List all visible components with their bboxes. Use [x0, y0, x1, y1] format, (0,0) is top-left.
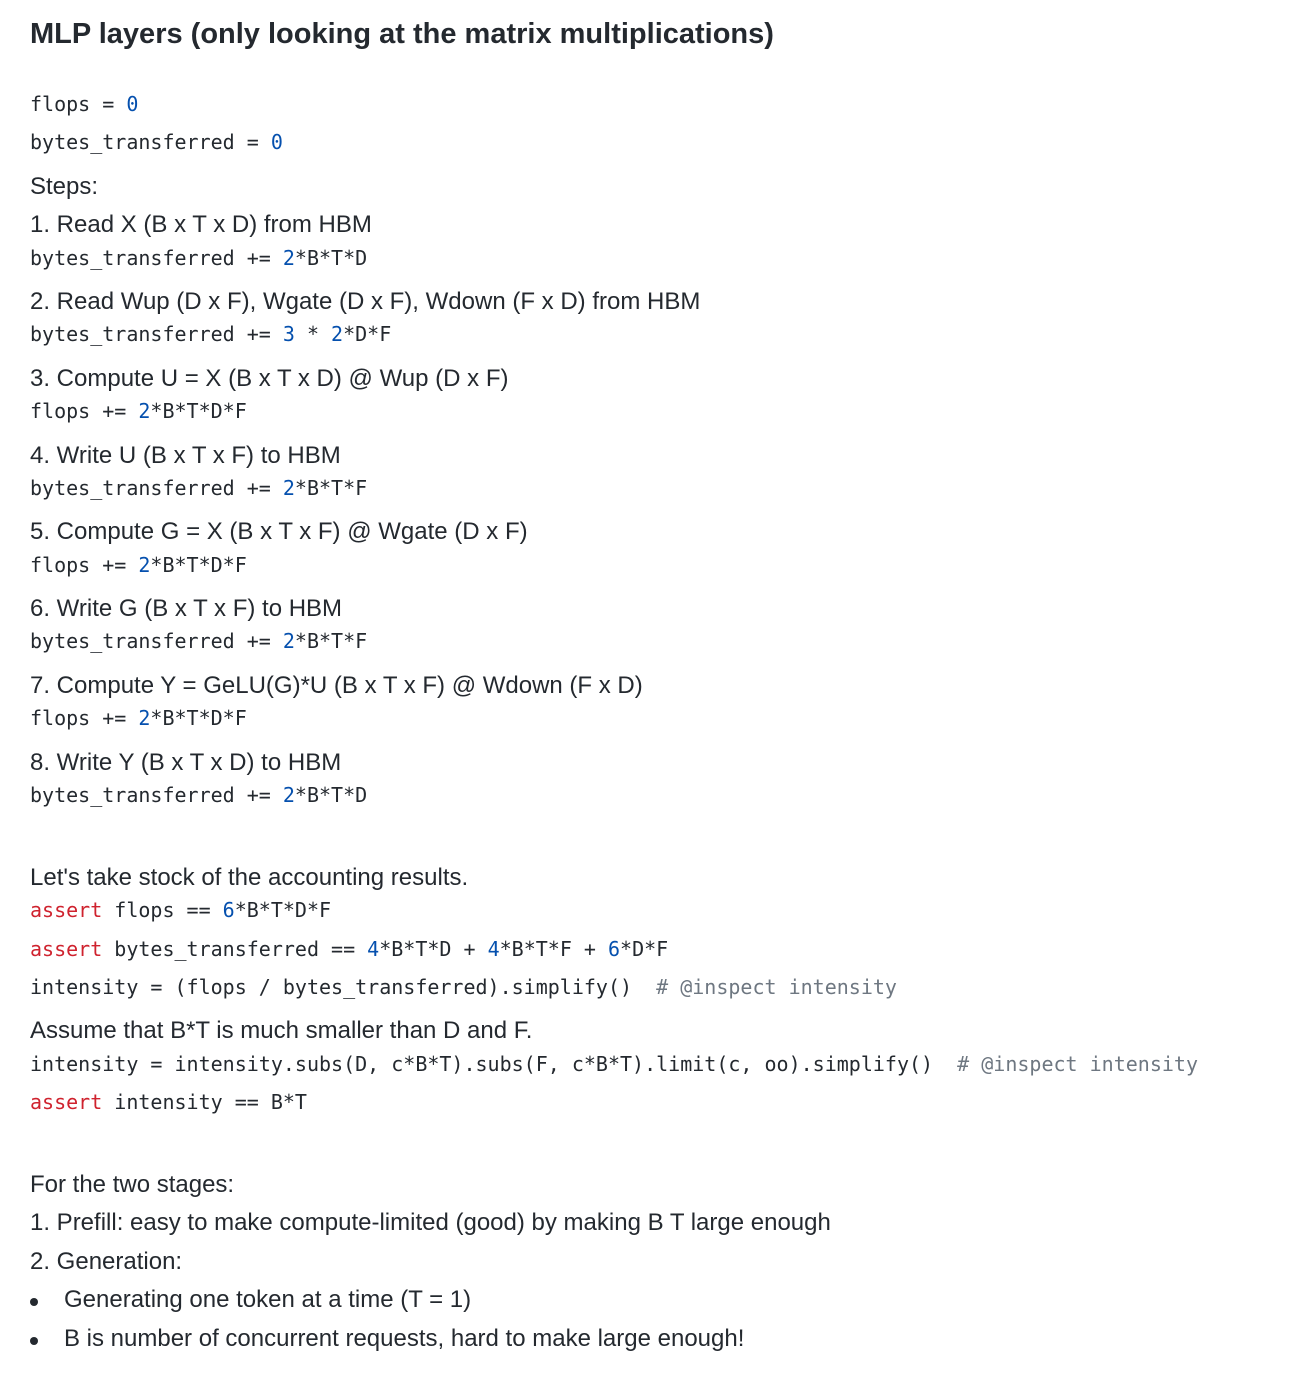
steps-label: Steps:	[30, 173, 99, 200]
code-number: 2	[282, 246, 295, 270]
step-text: 7. Compute Y = GeLU(G)*U (B x T x F) @ Wdown (F x D)	[30, 672, 643, 699]
assert-keyword: assert	[30, 937, 103, 961]
code-number: 4	[367, 937, 380, 961]
flops-init-value: 0	[126, 92, 139, 116]
flops-init-code	[30, 92, 138, 116]
code-number: 6	[222, 898, 235, 922]
step-text: 8. Write Y (B x T x D) to HBM	[30, 749, 342, 776]
code-suffix: *B*T*F	[294, 629, 368, 653]
step-text: 1. Read X (B x T x D) from HBM	[30, 211, 372, 238]
assert-intensity-code	[30, 1090, 307, 1114]
inspect-comment: # @inspect intensity	[656, 975, 897, 999]
bytes-init-code	[30, 130, 283, 154]
assert-flops-code	[30, 898, 331, 922]
code-number: 2	[138, 399, 151, 423]
code-prefix: bytes_transferred +=	[30, 322, 283, 346]
code-suffix: *B*T*D	[294, 246, 368, 270]
code-prefix: bytes_transferred +=	[30, 783, 283, 807]
stage-prefill: 1. Prefill: easy to make compute-limited (good) by making B T large enough	[30, 1209, 831, 1236]
code-number: 2	[138, 706, 151, 730]
code-part: *B*T*F +	[499, 937, 608, 961]
step-text: 6. Write G (B x T x F) to HBM	[30, 595, 343, 622]
bytes-init-var: bytes_transferred =	[30, 130, 271, 154]
code-suffix: *B*T*F	[294, 476, 368, 500]
step-code	[30, 629, 367, 653]
code-prefix: bytes_transferred ==	[102, 937, 368, 961]
code-middle: *	[294, 322, 332, 346]
bytes-init-value: 0	[270, 130, 283, 154]
code-suffix: *B*T*D*F	[234, 898, 332, 922]
bullet-dot	[30, 1337, 38, 1345]
code-number: 3	[282, 322, 295, 346]
stage-generation: 2. Generation:	[30, 1248, 183, 1275]
bullet-item: Generating one token at a time (T = 1)	[64, 1286, 472, 1313]
step-code	[30, 246, 367, 270]
step-code	[30, 553, 247, 577]
assert-keyword: assert	[30, 898, 103, 922]
bullet-item: B is number of concurrent requests, hard to make large enough!	[64, 1325, 745, 1352]
step-code	[30, 476, 367, 500]
code-prefix: flops ==	[102, 898, 223, 922]
code-suffix: *B*T*D	[294, 783, 368, 807]
code-number: 2	[282, 629, 295, 653]
code-number: 2	[138, 553, 151, 577]
step-code	[30, 783, 367, 807]
assert-keyword: assert	[30, 1090, 103, 1114]
step-code	[30, 706, 247, 730]
stock-text: Let's take stock of the accounting results.	[30, 864, 469, 891]
code-prefix: bytes_transferred +=	[30, 246, 283, 270]
intensity-expression: intensity = (flops / bytes_transferred).simplify()	[30, 975, 657, 999]
section-title: MLP layers (only looking at the matrix multiplications)	[30, 18, 774, 50]
code-prefix: bytes_transferred +=	[30, 476, 283, 500]
flops-init-var: flops =	[30, 92, 127, 116]
intensity-limit-code	[30, 1052, 1198, 1076]
code-part: *D*F	[620, 937, 669, 961]
code-prefix: flops +=	[30, 706, 139, 730]
bullet-dot	[30, 1298, 38, 1306]
code-prefix: bytes_transferred +=	[30, 629, 283, 653]
assume-text: Assume that B*T is much smaller than D and F.	[30, 1017, 533, 1044]
code-number: 4	[487, 937, 500, 961]
code-prefix: flops +=	[30, 553, 139, 577]
stages-label: For the two stages:	[30, 1171, 235, 1198]
step-code	[30, 399, 247, 423]
code-number: 2	[282, 476, 295, 500]
step-text: 4. Write U (B x T x F) to HBM	[30, 442, 341, 469]
step-code	[30, 322, 391, 346]
step-text: 5. Compute G = X (B x T x F) @ Wgate (D x F)	[30, 518, 528, 545]
inspect-comment: # @inspect intensity	[957, 1052, 1198, 1076]
intensity-expression: intensity = intensity.subs(D, c*B*T).subs(F, c*B*T).limit(c, oo).simplify()	[30, 1052, 958, 1076]
code-suffix: *B*T*D*F	[150, 706, 247, 730]
code-suffix: *D*F	[343, 322, 392, 346]
code-number: 6	[608, 937, 621, 961]
step-text: 2. Read Wup (D x F), Wgate (D x F), Wdown (F x D) from HBM	[30, 288, 701, 315]
code-prefix: flops +=	[30, 399, 139, 423]
code-number: 2	[331, 322, 344, 346]
code-suffix: intensity == B*T	[102, 1090, 307, 1114]
intensity-code	[30, 975, 897, 999]
code-suffix: *B*T*D*F	[150, 399, 247, 423]
code-suffix: *B*T*D*F	[150, 553, 247, 577]
step-text: 3. Compute U = X (B x T x D) @ Wup (D x F)	[30, 365, 509, 392]
code-part: *B*T*D +	[379, 937, 488, 961]
assert-bytes-code	[30, 937, 668, 961]
code-number: 2	[282, 783, 295, 807]
